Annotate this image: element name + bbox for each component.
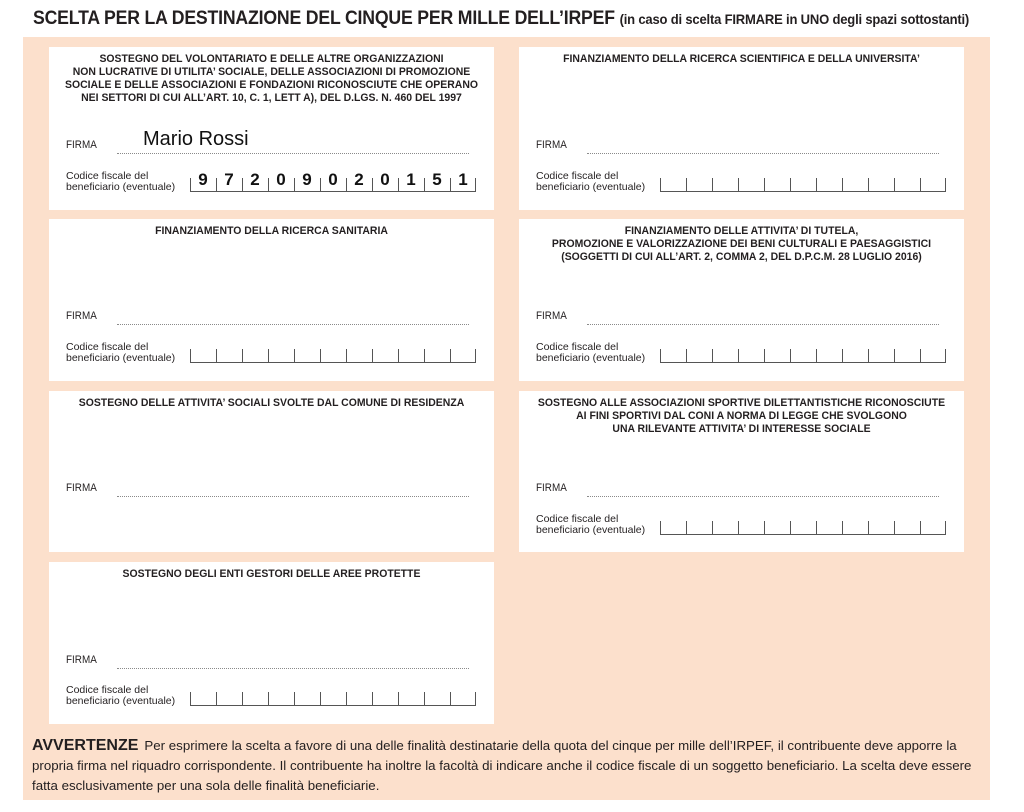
codice-fiscale-digit[interactable] [712, 340, 738, 362]
codice-fiscale-digit[interactable] [738, 512, 764, 534]
warning-label: AVVERTENZE [32, 737, 139, 754]
codice-fiscale-digit[interactable] [686, 169, 712, 191]
firma-label: FIRMA [66, 139, 97, 151]
codice-fiscale-label-line: Codice fiscale del [536, 170, 619, 182]
codice-fiscale-digit[interactable] [712, 512, 738, 534]
codice-fiscale-digit[interactable]: 7 [216, 169, 242, 191]
codice-fiscale-digit[interactable]: 9 [190, 169, 216, 191]
choice-box-volontariato [49, 47, 494, 210]
codice-fiscale-digit[interactable] [320, 340, 346, 362]
choice-heading-line: SOSTEGNO ALLE ASSOCIAZIONI SPORTIVE DILETTANTISTICHE RICONOSCIUTE [537, 397, 946, 409]
codice-fiscale-digit[interactable] [450, 340, 476, 362]
choice-box-beni-culturali [519, 219, 964, 381]
codice-fiscale-digit[interactable]: 0 [320, 169, 346, 191]
codice-fiscale-digit[interactable] [790, 340, 816, 362]
codice-fiscale-digit[interactable] [268, 340, 294, 362]
codice-fiscale-digit[interactable] [450, 683, 476, 705]
codice-fiscale-digit[interactable] [190, 340, 216, 362]
choice-heading [60, 568, 483, 581]
codice-fiscale-digit[interactable]: 0 [268, 169, 294, 191]
codice-fiscale-label-line: beneficiario (eventuale) [66, 695, 176, 707]
choice-heading-line: FINANZIAMENTO DELLA RICERCA SANITARIA [155, 225, 388, 237]
choice-heading [60, 225, 483, 238]
choice-heading [530, 53, 953, 66]
choice-heading-line: FINANZIAMENTO DELLE ATTIVITA’ DI TUTELA, [624, 225, 859, 237]
codice-fiscale-digit[interactable] [424, 683, 450, 705]
codice-fiscale-label-line: beneficiario (eventuale) [66, 181, 176, 193]
choice-heading-line: SOSTEGNO DEGLI ENTI GESTORI DELLE AREE PROTETTE [122, 568, 421, 580]
codice-fiscale-digit[interactable]: 0 [372, 169, 398, 191]
codice-fiscale-label-line: Codice fiscale del [536, 341, 619, 353]
codice-fiscale-digit[interactable] [372, 340, 398, 362]
codice-fiscale-input[interactable] [660, 512, 946, 535]
codice-fiscale-input[interactable] [190, 169, 476, 192]
codice-fiscale-label-line: Codice fiscale del [66, 341, 149, 353]
choice-heading-line: SOSTEGNO DELLE ATTIVITA’ SOCIALI SVOLTE DAL COMUNE DI RESIDENZA [78, 397, 465, 409]
form-title-main: SCELTA PER LA DESTINAZIONE DEL CINQUE PER MILLE DELL’IRPEF [33, 8, 615, 29]
codice-fiscale-digit[interactable] [894, 512, 920, 534]
codice-fiscale-digit[interactable] [242, 683, 268, 705]
codice-fiscale-digit[interactable] [868, 169, 894, 191]
codice-fiscale-digit[interactable] [816, 340, 842, 362]
codice-fiscale-digit[interactable] [868, 340, 894, 362]
codice-fiscale-digit[interactable] [842, 169, 868, 191]
codice-fiscale-digit[interactable] [346, 340, 372, 362]
codice-fiscale-digit[interactable] [920, 512, 946, 534]
form-title [33, 8, 969, 30]
codice-fiscale-digit[interactable] [268, 683, 294, 705]
signature-field[interactable] [117, 324, 469, 325]
codice-fiscale-label [66, 342, 175, 364]
codice-fiscale-label-line: beneficiario (eventuale) [536, 181, 646, 193]
choice-heading-line: AI FINI SPORTIVI DAL CONI A NORMA DI LEGGE CHE SVOLGONO [576, 410, 907, 422]
firma-label: FIRMA [536, 482, 567, 494]
codice-fiscale-digit[interactable] [764, 169, 790, 191]
codice-fiscale-digit[interactable]: 1 [450, 169, 476, 191]
choice-heading-line: (SOGGETTI DI CUI ALL’ART. 2, COMMA 2, DEL D.P.C.M. 28 LUGLIO 2016) [561, 251, 922, 263]
signature-field[interactable] [587, 496, 939, 497]
codice-fiscale-digit[interactable] [372, 683, 398, 705]
codice-fiscale-digit[interactable]: 9 [294, 169, 320, 191]
codice-fiscale-label-line: beneficiario (eventuale) [536, 352, 646, 364]
signature-field[interactable] [587, 324, 939, 325]
firma-label: FIRMA [66, 482, 97, 494]
codice-fiscale-digit[interactable] [216, 683, 242, 705]
choice-heading-line: UNA RILEVANTE ATTIVITA’ DI INTERESSE SOCIALE [612, 423, 871, 435]
codice-fiscale-digit[interactable] [320, 683, 346, 705]
codice-fiscale-digit[interactable] [712, 169, 738, 191]
signature-field[interactable] [117, 668, 469, 669]
choice-box-comune-residenza [49, 391, 494, 552]
codice-fiscale-label-line: beneficiario (eventuale) [66, 352, 176, 364]
codice-fiscale-digit[interactable] [686, 512, 712, 534]
codice-fiscale-digit[interactable]: 2 [242, 169, 268, 191]
codice-fiscale-digit[interactable] [920, 340, 946, 362]
codice-fiscale-digit[interactable] [894, 340, 920, 362]
codice-fiscale-digit[interactable] [294, 683, 320, 705]
codice-fiscale-digit[interactable] [660, 340, 686, 362]
choice-heading [530, 397, 953, 436]
choice-heading [530, 225, 953, 264]
codice-fiscale-label-line: Codice fiscale del [66, 170, 149, 182]
codice-fiscale-label-line: Codice fiscale del [66, 684, 149, 696]
codice-fiscale-digit[interactable]: 2 [346, 169, 372, 191]
firma-label: FIRMA [536, 310, 567, 322]
codice-fiscale-digit[interactable] [842, 512, 868, 534]
codice-fiscale-digit[interactable]: 5 [424, 169, 450, 191]
choice-heading-line: SOSTEGNO DEL VOLONTARIATO E DELLE ALTRE ORGANIZZAZIONI [99, 53, 444, 65]
choice-heading-line: NON LUCRATIVE DI UTILITA’ SOCIALE, DELLE ASSOCIAZIONI DI PROMOZIONE [72, 66, 471, 78]
codice-fiscale-digit[interactable] [894, 169, 920, 191]
codice-fiscale-label [536, 171, 645, 193]
codice-fiscale-digit[interactable] [294, 340, 320, 362]
choice-heading-line: FINANZIAMENTO DELLA RICERCA SCIENTIFICA E DELLA UNIVERSITA’ [563, 53, 920, 65]
codice-fiscale-digit[interactable] [660, 169, 686, 191]
codice-fiscale-digit[interactable] [868, 512, 894, 534]
signature-field[interactable] [117, 153, 469, 154]
codice-fiscale-digit[interactable] [346, 683, 372, 705]
firma-label: FIRMA [66, 310, 97, 322]
codice-fiscale-digit[interactable] [660, 512, 686, 534]
signature-field[interactable] [117, 496, 469, 497]
choice-box-ricerca-scientifica [519, 47, 964, 210]
choice-heading [60, 53, 483, 105]
codice-fiscale-input[interactable] [190, 683, 476, 706]
codice-fiscale-digit[interactable] [738, 340, 764, 362]
choice-heading-line: NEI SETTORI DI CUI ALL’ART. 10, C. 1, LETT A), DEL D.LGS. N. 460 DEL 1997 [81, 92, 462, 104]
choice-heading-line: PROMOZIONE E VALORIZZAZIONE DEI BENI CULTURALI E PAESAGGISTICI [551, 238, 932, 250]
signature-value: Mario Rossi [143, 128, 249, 150]
codice-fiscale-digit[interactable] [686, 340, 712, 362]
codice-fiscale-digit[interactable] [816, 512, 842, 534]
choice-heading-line: SOCIALE E DELLE ASSOCIAZIONI E FONDAZIONI RICONOSCIUTE CHE OPERANO [64, 79, 478, 91]
codice-fiscale-digit[interactable] [398, 340, 424, 362]
codice-fiscale-input[interactable] [190, 340, 476, 363]
codice-fiscale-digit[interactable]: 1 [398, 169, 424, 191]
codice-fiscale-digit[interactable] [790, 169, 816, 191]
warning-note [32, 736, 987, 796]
choice-box-associazioni-sportive [519, 391, 964, 552]
warning-text: Per esprimere la scelta a favore di una delle finalità destinatarie della quota del cinque per mille dell’IRPEF, il contribuente deve apporre la propria firma nel riquadro corrispondente. Il contribuente ha inoltre la facoltà di indicare anche il codice fiscale di un soggetto beneficiario. La scelta deve essere fatta esclusivamente per una sola delle finalità beneficiarie. [32, 738, 972, 793]
codice-fiscale-input[interactable] [660, 340, 946, 363]
form-title-instruction: (in caso di scelta FIRMARE in UNO degli spazi sottostanti) [619, 11, 970, 27]
codice-fiscale-digit[interactable] [920, 169, 946, 191]
codice-fiscale-digit[interactable] [216, 340, 242, 362]
codice-fiscale-label [66, 171, 175, 193]
signature-field[interactable] [587, 153, 939, 154]
codice-fiscale-label-line: beneficiario (eventuale) [536, 524, 646, 536]
choice-heading [60, 397, 483, 410]
codice-fiscale-digit[interactable] [764, 512, 790, 534]
codice-fiscale-label-line: Codice fiscale del [536, 513, 619, 525]
codice-fiscale-digit[interactable] [738, 169, 764, 191]
codice-fiscale-label [536, 342, 645, 364]
codice-fiscale-digit[interactable] [790, 512, 816, 534]
codice-fiscale-digit[interactable] [424, 340, 450, 362]
codice-fiscale-label [536, 514, 645, 536]
codice-fiscale-digit[interactable] [398, 683, 424, 705]
codice-fiscale-digit[interactable] [816, 169, 842, 191]
choice-box-aree-protette [49, 562, 494, 724]
codice-fiscale-digit[interactable] [190, 683, 216, 705]
firma-label: FIRMA [536, 139, 567, 151]
codice-fiscale-digit[interactable] [764, 340, 790, 362]
codice-fiscale-digit[interactable] [842, 340, 868, 362]
firma-label: FIRMA [66, 654, 97, 666]
codice-fiscale-input[interactable] [660, 169, 946, 192]
codice-fiscale-digit[interactable] [242, 340, 268, 362]
choice-box-ricerca-sanitaria [49, 219, 494, 381]
codice-fiscale-label [66, 685, 175, 707]
